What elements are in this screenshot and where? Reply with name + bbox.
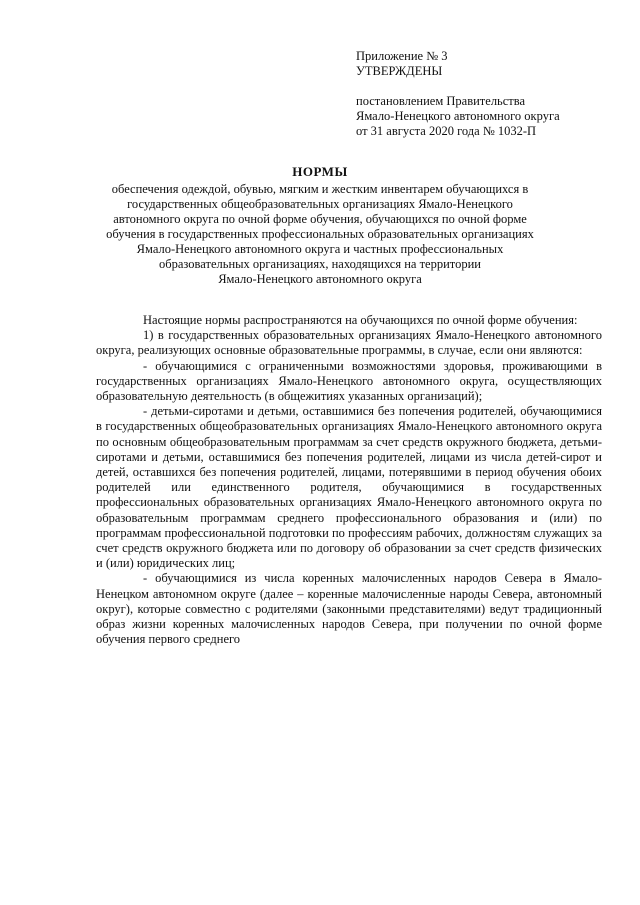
intro-paragraph: Настоящие нормы распространяются на обучающихся по очной форме обучения: <box>143 313 578 327</box>
title-heading: НОРМЫ <box>292 164 348 179</box>
resolution-line: постановлением Правительства <box>356 94 526 108</box>
resolution-date: от 31 августа 2020 года № 1032-П <box>356 124 537 138</box>
title-line: образовательных организациях, находящихся на территории <box>159 257 481 271</box>
clause-paragraph: 1) в государственных образовательных организациях Ямало-Ненецкого автономного округа, реализующих основные образовательные программы, в случае, если они являются: <box>96 328 602 358</box>
list-item-paragraph: - детьми-сиротами и детьми, оставшимися без попечения родителей, обучающимися в государственных общеобразовательных организациях Ямало-Ненецкого автономного округа по основным общеобразовательным программам за счет средств окружного бюджета, детьми-сиротами и детьми, оставшимися без попечения родителей, лицами из числа детей-сирот и детей, оставшихся без попечения родителей, лицами, потерявшими в период обучения обоих родителей или единственного родителя, обучающимися в государственных профессиональных образовательных организациях Ямало-Ненецкого автономного округа по образовательным программам среднего профессионального образования и (или) по программам профессиональной подготовки по профессиям рабочих, должностям служащих за счет средств окружного бюджета или по договору об образовании за счет средств физических и (или) юридических лиц; <box>96 404 602 571</box>
title-line: автономного округа по очной форме обучения, обучающихся по очной форме <box>113 212 527 226</box>
document-body <box>96 313 602 647</box>
title-line: Ямало-Ненецкого автономного округа и частных профессиональных <box>136 242 504 256</box>
title-line: обеспечения одеждой, обувью, мягким и жестким инвентарем обучающихся в <box>111 182 529 196</box>
approved-label: УТВЕРЖДЕНЫ <box>356 64 443 78</box>
approval-block <box>356 49 560 139</box>
document-title <box>86 164 554 287</box>
title-line: Ямало-Ненецкого автономного округа <box>218 272 422 286</box>
title-line: обучения в государственных профессиональных образовательных организациях <box>106 227 534 241</box>
government-line: Ямало-Ненецкого автономного округа <box>356 109 560 123</box>
title-line: государственных общеобразовательных организациях Ямало-Ненецкого <box>127 197 513 211</box>
list-item-paragraph: - обучающимися с ограниченными возможностями здоровья, проживающими в государственных организациях Ямало-Ненецкого автономного округа, осуществляющих образовательную деятельность (в общежитиях указанных организаций); <box>96 358 602 404</box>
list-item-paragraph: - обучающимися из числа коренных малочисленных народов Севера в Ямало-Ненецком автономном округе (далее – коренные малочисленные народы Севера, автономный округ), которые совместно с родителями (законными представителями) ведут традиционный образ жизни коренных малочисленных народов Севера, при получении по очной форме обучения первого среднего <box>96 571 602 647</box>
approval-spacer <box>356 79 560 94</box>
appendix-number: Приложение № 3 <box>356 49 448 63</box>
